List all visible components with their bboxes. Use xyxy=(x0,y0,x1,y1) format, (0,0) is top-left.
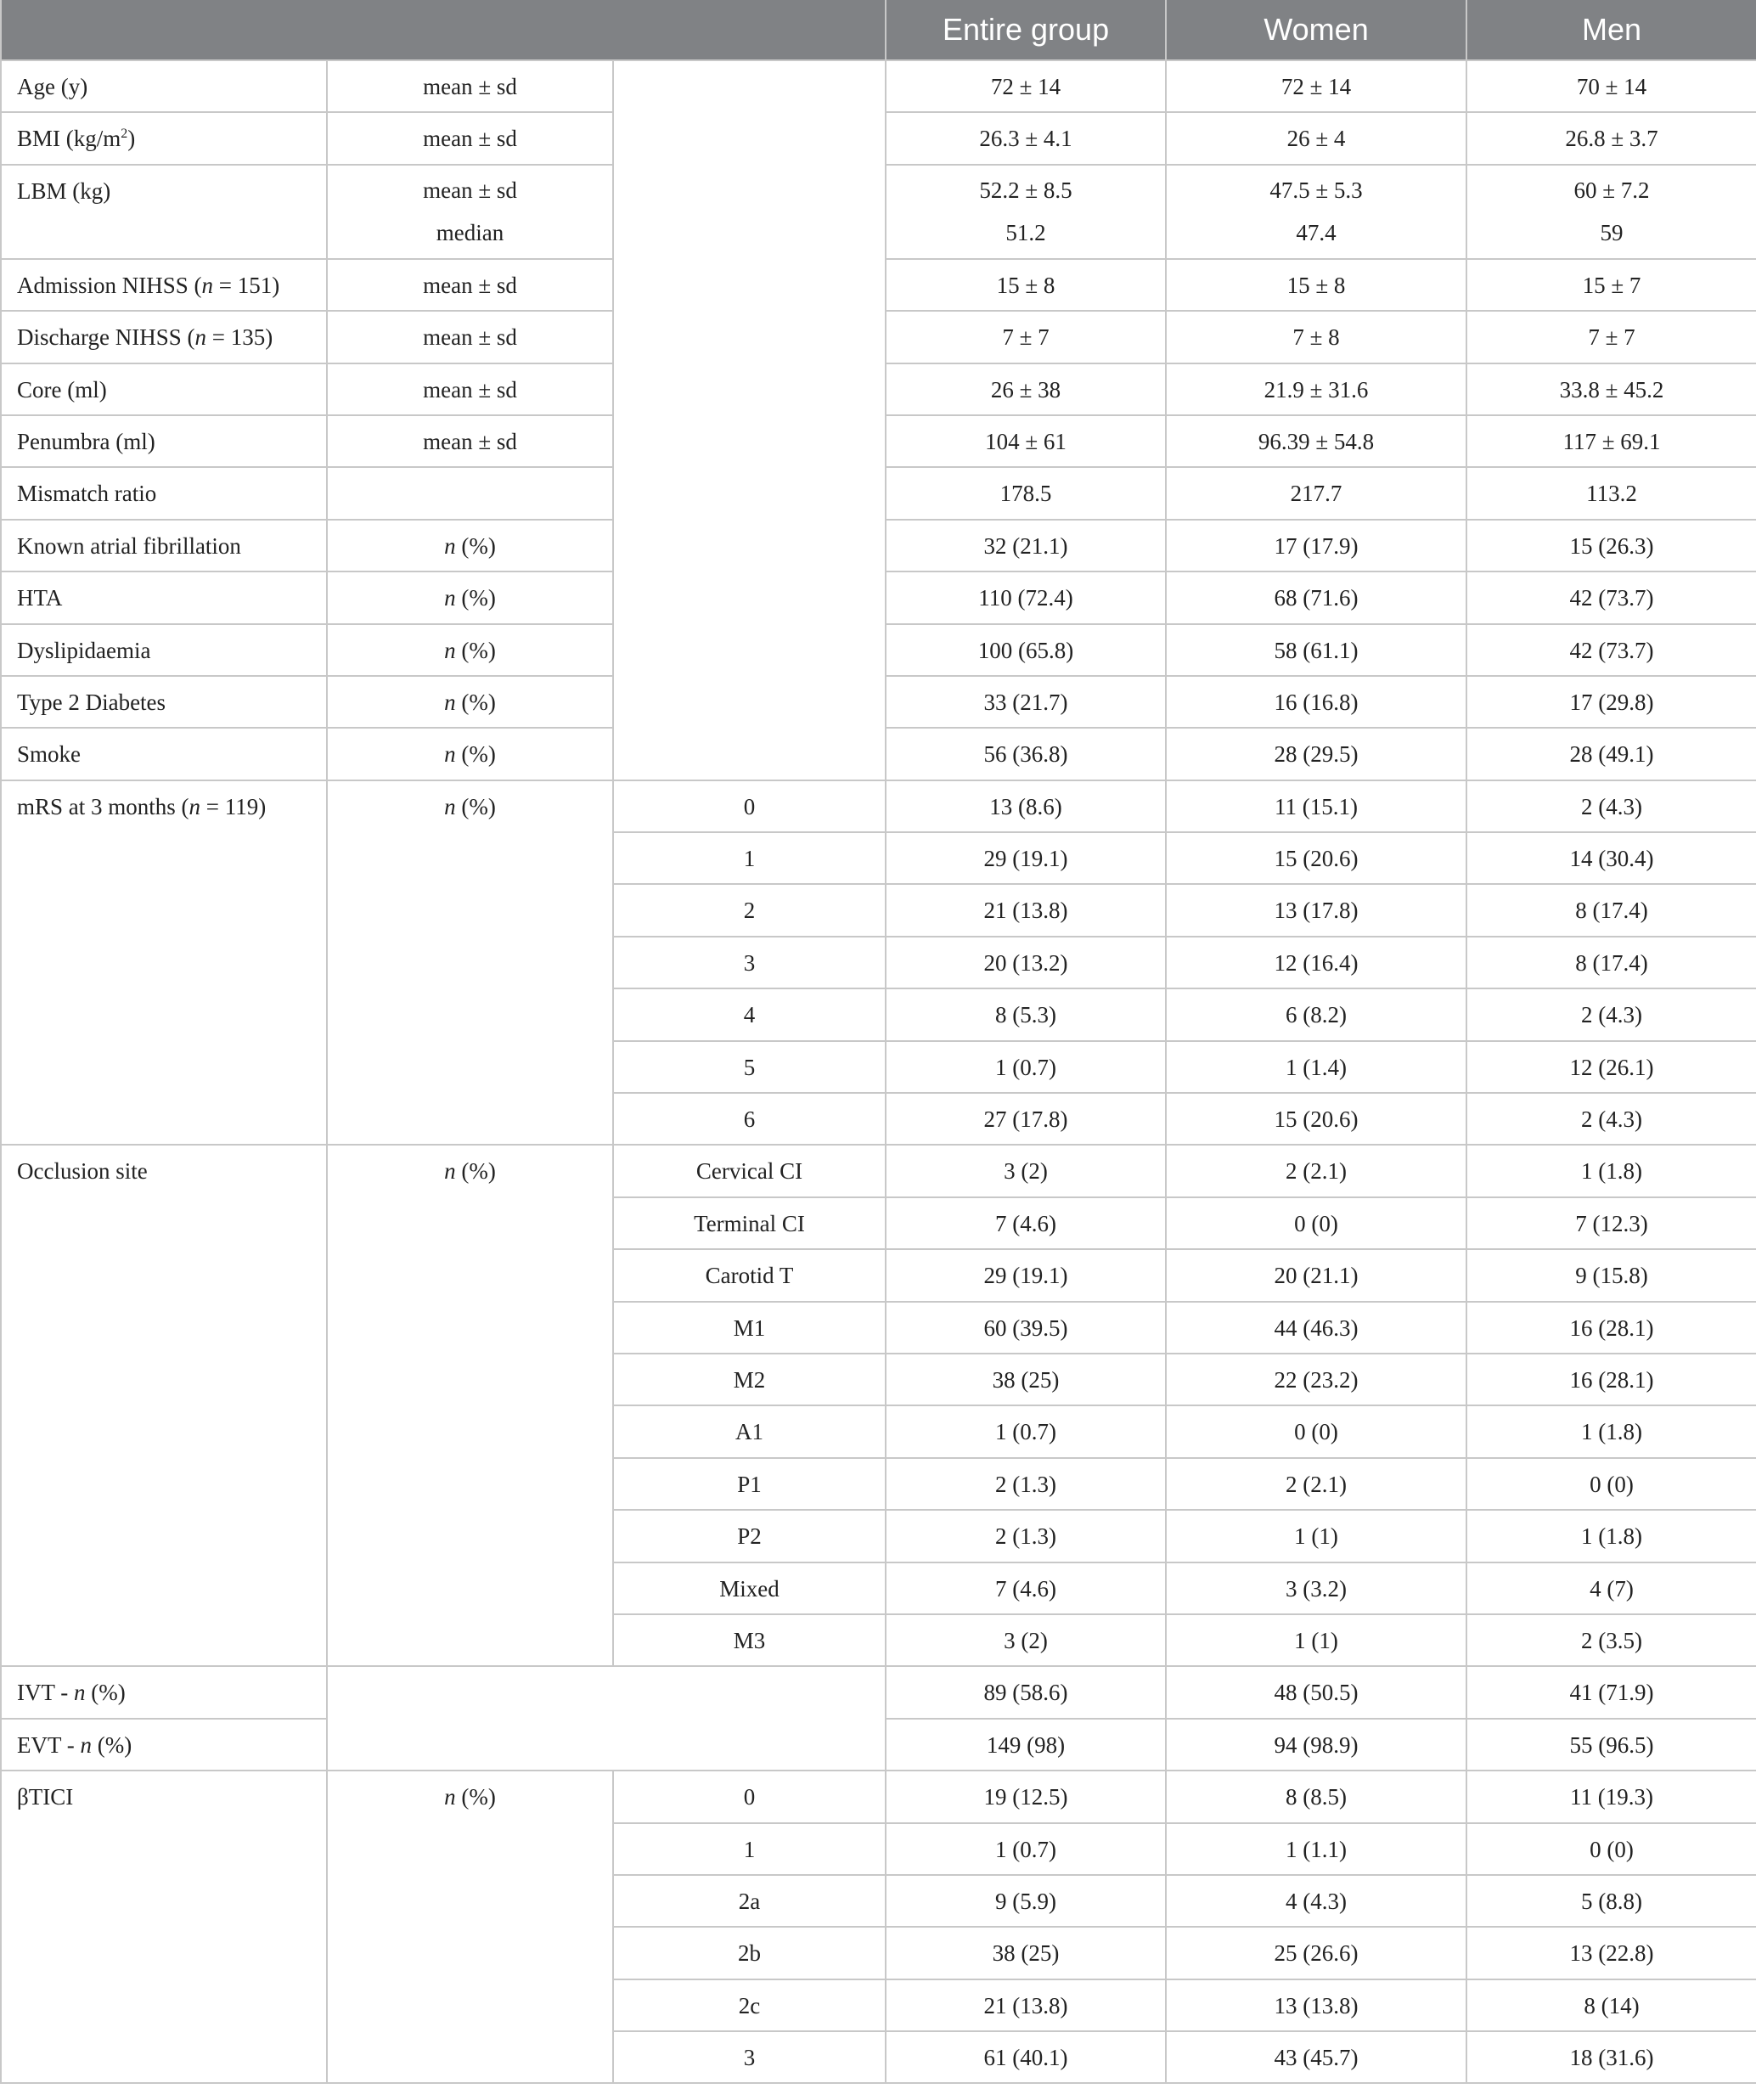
value-men: 0 (0) xyxy=(1466,1823,1756,1875)
category: P1 xyxy=(613,1458,886,1510)
value-men: 14 (30.4) xyxy=(1466,832,1756,884)
value-women: 13 (17.8) xyxy=(1166,884,1466,936)
value-women: 1 (1) xyxy=(1166,1614,1466,1666)
italic-n: n xyxy=(189,793,201,819)
category: M3 xyxy=(613,1614,886,1666)
value-entire: 3 (2) xyxy=(886,1614,1166,1666)
value-women xyxy=(1166,165,1466,259)
stat-type: mean ± sd xyxy=(327,363,613,415)
stat-type xyxy=(327,624,613,676)
stat-type xyxy=(327,676,613,728)
value-women: 25 (26.6) xyxy=(1166,1927,1466,1979)
value-entire: 26 ± 38 xyxy=(886,363,1166,415)
value-entire: 9 (5.9) xyxy=(886,1875,1166,1927)
header-women: Women xyxy=(1166,0,1466,60)
value-men: 113.2 xyxy=(1466,467,1756,519)
value-men: 117 ± 69.1 xyxy=(1466,415,1756,467)
category: P2 xyxy=(613,1510,886,1562)
value-entire: 29 (19.1) xyxy=(886,832,1166,884)
value-men: 13 (22.8) xyxy=(1466,1927,1756,1979)
category: 0 xyxy=(613,1771,886,1822)
stat-type xyxy=(327,728,613,780)
table-row xyxy=(1,780,1756,832)
row-label: HTA xyxy=(1,571,327,623)
value-women: 0 (0) xyxy=(1166,1197,1466,1249)
value-entire: 178.5 xyxy=(886,467,1166,519)
value-men: 2 (4.3) xyxy=(1466,780,1756,832)
category: 6 xyxy=(613,1093,886,1145)
value-men: 1 (1.8) xyxy=(1466,1510,1756,1562)
value-line: 52.2 ± 8.5 xyxy=(979,177,1072,203)
value-men: 8 (17.4) xyxy=(1466,884,1756,936)
category: A1 xyxy=(613,1405,886,1457)
value-entire: 21 (13.8) xyxy=(886,1979,1166,2031)
value-women: 11 (15.1) xyxy=(1166,780,1466,832)
value-entire: 110 (72.4) xyxy=(886,571,1166,623)
category: Carotid T xyxy=(613,1249,886,1301)
italic-n: n xyxy=(444,741,456,768)
table-body xyxy=(1,60,1756,2083)
value-men: 7 (12.3) xyxy=(1466,1197,1756,1249)
stat-type xyxy=(327,520,613,571)
value-line: 47.4 xyxy=(1296,219,1337,245)
stat-type xyxy=(327,780,613,1146)
value-women: 1 (1) xyxy=(1166,1510,1466,1562)
value-women: 15 (20.6) xyxy=(1166,1093,1466,1145)
row-label: LBM (kg) xyxy=(1,165,327,259)
value-entire: 33 (21.7) xyxy=(886,676,1166,728)
value-men: 1 (1.8) xyxy=(1466,1405,1756,1457)
category: Mixed xyxy=(613,1562,886,1614)
value-entire: 149 (98) xyxy=(886,1719,1166,1771)
row-label: Core (ml) xyxy=(1,363,327,415)
table-row xyxy=(1,1666,1756,1718)
value-men: 26.8 ± 3.7 xyxy=(1466,112,1756,164)
stat-type xyxy=(327,467,613,519)
italic-n: n xyxy=(444,1784,456,1810)
value-entire: 1 (0.7) xyxy=(886,1041,1166,1093)
header-men: Men xyxy=(1466,0,1756,60)
stat-text: (%) xyxy=(455,1784,496,1810)
value-women: 1 (1.4) xyxy=(1166,1041,1466,1093)
value-women: 1 (1.1) xyxy=(1166,1823,1466,1875)
value-women: 68 (71.6) xyxy=(1166,571,1466,623)
category: 0 xyxy=(613,780,886,832)
value-women: 21.9 ± 31.6 xyxy=(1166,363,1466,415)
value-women: 20 (21.1) xyxy=(1166,1249,1466,1301)
value-men: 8 (14) xyxy=(1466,1979,1756,2031)
value-women: 43 (45.7) xyxy=(1166,2031,1466,2083)
value-entire: 29 (19.1) xyxy=(886,1249,1166,1301)
value-men: 16 (28.1) xyxy=(1466,1354,1756,1405)
value-men: 28 (49.1) xyxy=(1466,728,1756,780)
italic-n: n xyxy=(74,1680,86,1706)
value-men: 7 ± 7 xyxy=(1466,311,1756,363)
label-text: ) xyxy=(127,126,136,152)
value-entire: 7 (4.6) xyxy=(886,1197,1166,1249)
category: 2a xyxy=(613,1875,886,1927)
row-label: Mismatch ratio xyxy=(1,467,327,519)
value-women: 8 (8.5) xyxy=(1166,1771,1466,1822)
label-text: mRS at 3 months ( xyxy=(17,793,189,819)
value-entire: 7 ± 7 xyxy=(886,311,1166,363)
value-entire: 100 (65.8) xyxy=(886,624,1166,676)
stat-line: median xyxy=(436,219,504,245)
value-men: 55 (96.5) xyxy=(1466,1719,1756,1771)
row-label: Smoke xyxy=(1,728,327,780)
stat-line: mean ± sd xyxy=(423,177,517,203)
stat-type: mean ± sd xyxy=(327,60,613,112)
value-women: 13 (13.8) xyxy=(1166,1979,1466,2031)
superscript: 2 xyxy=(121,127,128,142)
blank-merged-cell xyxy=(327,1666,886,1771)
header-blank xyxy=(1,0,886,60)
value-entire: 72 ± 14 xyxy=(886,60,1166,112)
category: 3 xyxy=(613,937,886,988)
row-label: Type 2 Diabetes xyxy=(1,676,327,728)
italic-n: n xyxy=(80,1731,92,1758)
value-entire: 27 (17.8) xyxy=(886,1093,1166,1145)
value-entire: 26.3 ± 4.1 xyxy=(886,112,1166,164)
value-women: 12 (16.4) xyxy=(1166,937,1466,988)
stat-type xyxy=(327,1145,613,1666)
value-women: 22 (23.2) xyxy=(1166,1354,1466,1405)
value-entire: 2 (1.3) xyxy=(886,1458,1166,1510)
value-women: 4 (4.3) xyxy=(1166,1875,1466,1927)
label-text: = 151) xyxy=(213,272,280,298)
category: Terminal CI xyxy=(613,1197,886,1249)
value-men: 12 (26.1) xyxy=(1466,1041,1756,1093)
stat-text: (%) xyxy=(455,585,496,611)
row-label xyxy=(1,311,327,363)
value-men: 8 (17.4) xyxy=(1466,937,1756,988)
value-men: 0 (0) xyxy=(1466,1458,1756,1510)
row-label xyxy=(1,1719,327,1771)
label-text: = 119) xyxy=(200,793,267,819)
category: 1 xyxy=(613,1823,886,1875)
stat-type xyxy=(327,571,613,623)
row-label xyxy=(1,1666,327,1718)
value-women: 6 (8.2) xyxy=(1166,988,1466,1040)
value-women: 16 (16.8) xyxy=(1166,676,1466,728)
value-entire: 56 (36.8) xyxy=(886,728,1166,780)
stat-type: mean ± sd xyxy=(327,112,613,164)
value-men: 2 (4.3) xyxy=(1466,1093,1756,1145)
header-entire-group: Entire group xyxy=(886,0,1166,60)
label-text: Admission NIHSS ( xyxy=(17,272,202,298)
stat-text: (%) xyxy=(455,689,496,715)
value-entire xyxy=(886,165,1166,259)
blank-category-cell xyxy=(613,60,886,780)
value-line: 47.5 ± 5.3 xyxy=(1269,177,1363,203)
row-label xyxy=(1,112,327,164)
label-text: (%) xyxy=(92,1731,132,1758)
stat-text: (%) xyxy=(455,1158,496,1185)
label-text: EVT - xyxy=(17,1731,81,1758)
value-entire: 1 (0.7) xyxy=(886,1405,1166,1457)
table-row xyxy=(1,1145,1756,1196)
stat-text: (%) xyxy=(455,793,496,819)
table-row xyxy=(1,1771,1756,1822)
category: 4 xyxy=(613,988,886,1040)
row-label xyxy=(1,780,327,1146)
category: 5 xyxy=(613,1041,886,1093)
value-entire: 32 (21.1) xyxy=(886,520,1166,571)
table-header xyxy=(1,0,1756,60)
value-women: 15 ± 8 xyxy=(1166,259,1466,311)
value-line: 59 xyxy=(1600,219,1624,245)
row-label: βTICI xyxy=(1,1771,327,2083)
value-entire: 8 (5.3) xyxy=(886,988,1166,1040)
stat-type: mean ± sd xyxy=(327,259,613,311)
italic-n: n xyxy=(201,272,214,298)
value-women: 58 (61.1) xyxy=(1166,624,1466,676)
label-text: (%) xyxy=(85,1680,126,1706)
value-women: 26 ± 4 xyxy=(1166,112,1466,164)
value-men: 33.8 ± 45.2 xyxy=(1466,363,1756,415)
value-women: 72 ± 14 xyxy=(1166,60,1466,112)
value-entire: 89 (58.6) xyxy=(886,1666,1166,1718)
value-entire: 104 ± 61 xyxy=(886,415,1166,467)
italic-n: n xyxy=(444,1158,456,1185)
value-entire: 60 (39.5) xyxy=(886,1302,1166,1354)
label-text: Discharge NIHSS ( xyxy=(17,324,195,351)
value-men: 15 (26.3) xyxy=(1466,520,1756,571)
category: 2b xyxy=(613,1927,886,1979)
value-men: 16 (28.1) xyxy=(1466,1302,1756,1354)
italic-n: n xyxy=(444,532,456,559)
value-women: 96.39 ± 54.8 xyxy=(1166,415,1466,467)
value-men: 2 (4.3) xyxy=(1466,988,1756,1040)
category: M1 xyxy=(613,1302,886,1354)
italic-n: n xyxy=(444,585,456,611)
row-label: Known atrial fibrillation xyxy=(1,520,327,571)
value-women: 2 (2.1) xyxy=(1166,1458,1466,1510)
row-label: Dyslipidaemia xyxy=(1,624,327,676)
value-men: 41 (71.9) xyxy=(1466,1666,1756,1718)
value-entire: 19 (12.5) xyxy=(886,1771,1166,1822)
value-men: 18 (31.6) xyxy=(1466,2031,1756,2083)
value-entire: 15 ± 8 xyxy=(886,259,1166,311)
value-women: 44 (46.3) xyxy=(1166,1302,1466,1354)
row-label: Occlusion site xyxy=(1,1145,327,1666)
value-entire: 61 (40.1) xyxy=(886,2031,1166,2083)
row-label: Age (y) xyxy=(1,60,327,112)
stat-type: mean ± sd xyxy=(327,415,613,467)
stat-type xyxy=(327,1771,613,2083)
row-label: Penumbra (ml) xyxy=(1,415,327,467)
row-label xyxy=(1,259,327,311)
italic-n: n xyxy=(444,689,456,715)
value-entire: 7 (4.6) xyxy=(886,1562,1166,1614)
value-women: 3 (3.2) xyxy=(1166,1562,1466,1614)
value-women: 28 (29.5) xyxy=(1166,728,1466,780)
category: Cervical CI xyxy=(613,1145,886,1196)
value-entire: 38 (25) xyxy=(886,1354,1166,1405)
value-men: 1 (1.8) xyxy=(1466,1145,1756,1196)
stat-text: (%) xyxy=(455,741,496,768)
value-men: 4 (7) xyxy=(1466,1562,1756,1614)
value-women: 48 (50.5) xyxy=(1166,1666,1466,1718)
value-men: 9 (15.8) xyxy=(1466,1249,1756,1301)
value-entire: 2 (1.3) xyxy=(886,1510,1166,1562)
category: 3 xyxy=(613,2031,886,2083)
value-entire: 3 (2) xyxy=(886,1145,1166,1196)
value-women: 217.7 xyxy=(1166,467,1466,519)
label-text: IVT - xyxy=(17,1680,74,1706)
value-men: 17 (29.8) xyxy=(1466,676,1756,728)
italic-n: n xyxy=(444,637,456,663)
label-text: BMI (kg/m xyxy=(17,126,121,152)
value-men xyxy=(1466,165,1756,259)
italic-n: n xyxy=(444,793,456,819)
value-entire: 21 (13.8) xyxy=(886,884,1166,936)
stat-type xyxy=(327,165,613,259)
label-text: = 135) xyxy=(205,324,273,351)
value-line: 51.2 xyxy=(1005,219,1046,245)
table-row xyxy=(1,60,1756,112)
value-women: 0 (0) xyxy=(1166,1405,1466,1457)
stat-type: mean ± sd xyxy=(327,311,613,363)
category: 2c xyxy=(613,1979,886,2031)
value-women: 17 (17.9) xyxy=(1166,520,1466,571)
value-entire: 38 (25) xyxy=(886,1927,1166,1979)
italic-n: n xyxy=(194,324,206,351)
value-men: 2 (3.5) xyxy=(1466,1614,1756,1666)
stat-text: (%) xyxy=(455,637,496,663)
value-entire: 1 (0.7) xyxy=(886,1823,1166,1875)
value-women: 15 (20.6) xyxy=(1166,832,1466,884)
value-entire: 13 (8.6) xyxy=(886,780,1166,832)
category: 1 xyxy=(613,832,886,884)
value-men: 70 ± 14 xyxy=(1466,60,1756,112)
value-entire: 20 (13.2) xyxy=(886,937,1166,988)
value-women: 7 ± 8 xyxy=(1166,311,1466,363)
value-women: 2 (2.1) xyxy=(1166,1145,1466,1196)
category: 2 xyxy=(613,884,886,936)
value-men: 42 (73.7) xyxy=(1466,571,1756,623)
category: M2 xyxy=(613,1354,886,1405)
value-line: 60 ± 7.2 xyxy=(1573,177,1650,203)
stat-text: (%) xyxy=(455,532,496,559)
value-men: 42 (73.7) xyxy=(1466,624,1756,676)
value-women: 94 (98.9) xyxy=(1166,1719,1466,1771)
value-men: 11 (19.3) xyxy=(1466,1771,1756,1822)
value-men: 5 (8.8) xyxy=(1466,1875,1756,1927)
value-men: 15 ± 7 xyxy=(1466,259,1756,311)
